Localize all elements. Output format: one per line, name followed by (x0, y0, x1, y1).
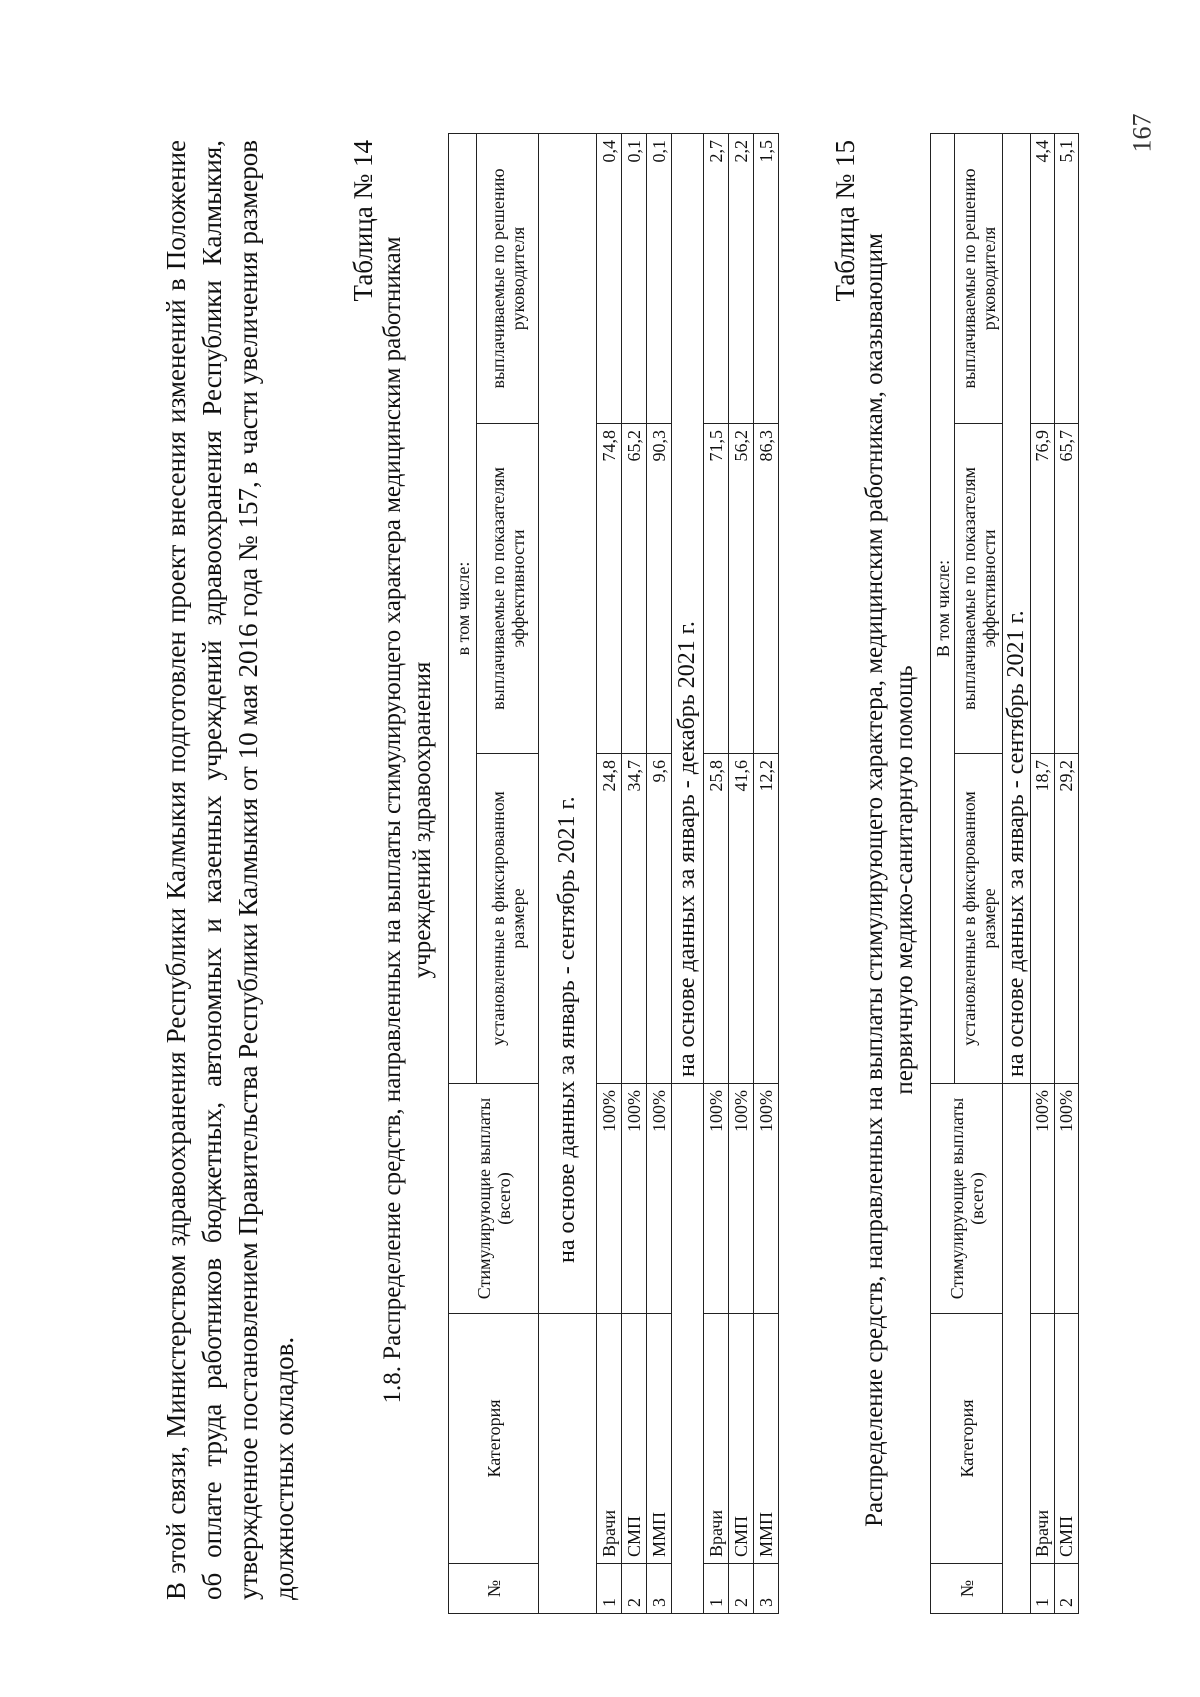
table-15-label: Таблица № 15 (830, 140, 860, 302)
header-total: Стимулирующие выплаты (всего) (931, 1084, 1003, 1314)
header-fixed: установленные в фиксированном размере (955, 754, 1003, 1084)
header-num: № (931, 1564, 1003, 1614)
cell-manager: 2,2 (729, 134, 754, 424)
cell-fixed: 18,7 (1031, 754, 1055, 1084)
header-category: Категория (931, 1314, 1003, 1564)
header-manager: выплачиваемые по решению руководителя (955, 134, 1003, 424)
cell-num: 2 (622, 1564, 647, 1614)
header-including: В том числе: (931, 134, 955, 1084)
cell-fixed: 24,8 (597, 754, 622, 1084)
cell-num: 3 (647, 1564, 672, 1614)
cell-fixed: 12,2 (754, 754, 779, 1084)
header-num: № (449, 1564, 539, 1614)
page-number: 167 (1127, 113, 1157, 153)
cell-category: Врачи (704, 1314, 729, 1564)
cell-efficiency: 86,3 (754, 424, 779, 754)
cell-efficiency: 56,2 (729, 424, 754, 754)
cell-category: СМП (729, 1314, 754, 1564)
table-15 (930, 133, 1079, 1614)
intro-paragraph: В этой связи, Министерством здравоохранения Республики Калмыкия подготовлен проект внесения изменений в Положение об оплате труда работников бюджетных, автономных и казенных учреждений здравоохранения Республики Калмыкия, утвержденное постановлением Правительства Республики Калмыкия от 10 мая 2016 года № 157, в части увеличения размеров должностных окладов. (161, 140, 299, 1600)
header-including: в том числе: (449, 134, 477, 1084)
cell-total: 100% (704, 1084, 729, 1314)
cell-category: СМП (622, 1314, 647, 1564)
cell-efficiency: 74,8 (597, 424, 622, 754)
cell-category: СМП (1055, 1314, 1079, 1564)
cell-num: 1 (704, 1564, 729, 1614)
period-label: на основе данных за январь - декабрь 2021 г. (672, 134, 704, 1084)
table-14-label: Таблица № 14 (348, 140, 378, 302)
cell-total: 100% (647, 1084, 672, 1314)
table-14 (448, 133, 779, 1614)
cell-manager: 2,7 (704, 134, 729, 424)
cell-total: 100% (1055, 1084, 1079, 1314)
cell-num: 1 (597, 1564, 622, 1614)
cell-total: 100% (622, 1084, 647, 1314)
cell-fixed: 41,6 (729, 754, 754, 1084)
cell-category: Врачи (1031, 1314, 1055, 1564)
header-total: Стимулирующие выплаты (всего) (449, 1084, 539, 1314)
header-efficiency: выплачиваемые по показателям эффективности (477, 424, 539, 754)
period-label: на основе данных за январь - сентябрь 2021 г. (539, 134, 597, 1314)
cell-manager: 0,4 (597, 134, 622, 424)
cell-total: 100% (1031, 1084, 1055, 1314)
cell-fixed: 25,8 (704, 754, 729, 1084)
cell-manager: 1,5 (754, 134, 779, 424)
table-14-title: 1.8. Распределение средств, направленных на выплаты стимулирующего характера медицинским работникам учреждений здравоохранения (379, 236, 436, 1404)
cell-efficiency: 76,9 (1031, 424, 1055, 754)
cell-efficiency: 65,7 (1055, 424, 1079, 754)
cell-total: 100% (729, 1084, 754, 1314)
header-category: Категория (449, 1314, 539, 1564)
cell-category: Врачи (597, 1314, 622, 1564)
cell-fixed: 29,2 (1055, 754, 1079, 1084)
cell-efficiency: 65,2 (622, 424, 647, 754)
period-label: на основе данных за январь - сентябрь 2021 г. (1003, 134, 1031, 1084)
cell-category: ММП (754, 1314, 779, 1564)
cell-efficiency: 71,5 (704, 424, 729, 754)
rotated-content (130, 100, 1090, 1620)
header-efficiency: выплачиваемые по показателям эффективности (955, 424, 1003, 754)
cell-fixed: 9,6 (647, 754, 672, 1084)
cell-num: 1 (1031, 1564, 1055, 1614)
cell-num: 2 (1055, 1564, 1079, 1614)
cell-manager: 4,4 (1031, 134, 1055, 424)
cell-efficiency: 90,3 (647, 424, 672, 754)
cell-manager: 5,1 (1055, 134, 1079, 424)
cell-num: 2 (729, 1564, 754, 1614)
cell-num: 3 (754, 1564, 779, 1614)
cell-manager: 0,1 (622, 134, 647, 424)
table-15-title: Распределение средств, направленных на выплаты стимулирующего характера, медицинским работникам, оказывающим первичную медико-санитарную помощь (861, 233, 918, 1527)
cell-fixed: 34,7 (622, 754, 647, 1084)
cell-manager: 0,1 (647, 134, 672, 424)
header-manager: выплачиваемые по решению руководителя (477, 134, 539, 424)
cell-total: 100% (754, 1084, 779, 1314)
header-fixed: установленные в фиксированном размере (477, 754, 539, 1084)
cell-category: ММП (647, 1314, 672, 1564)
cell-total: 100% (597, 1084, 622, 1314)
